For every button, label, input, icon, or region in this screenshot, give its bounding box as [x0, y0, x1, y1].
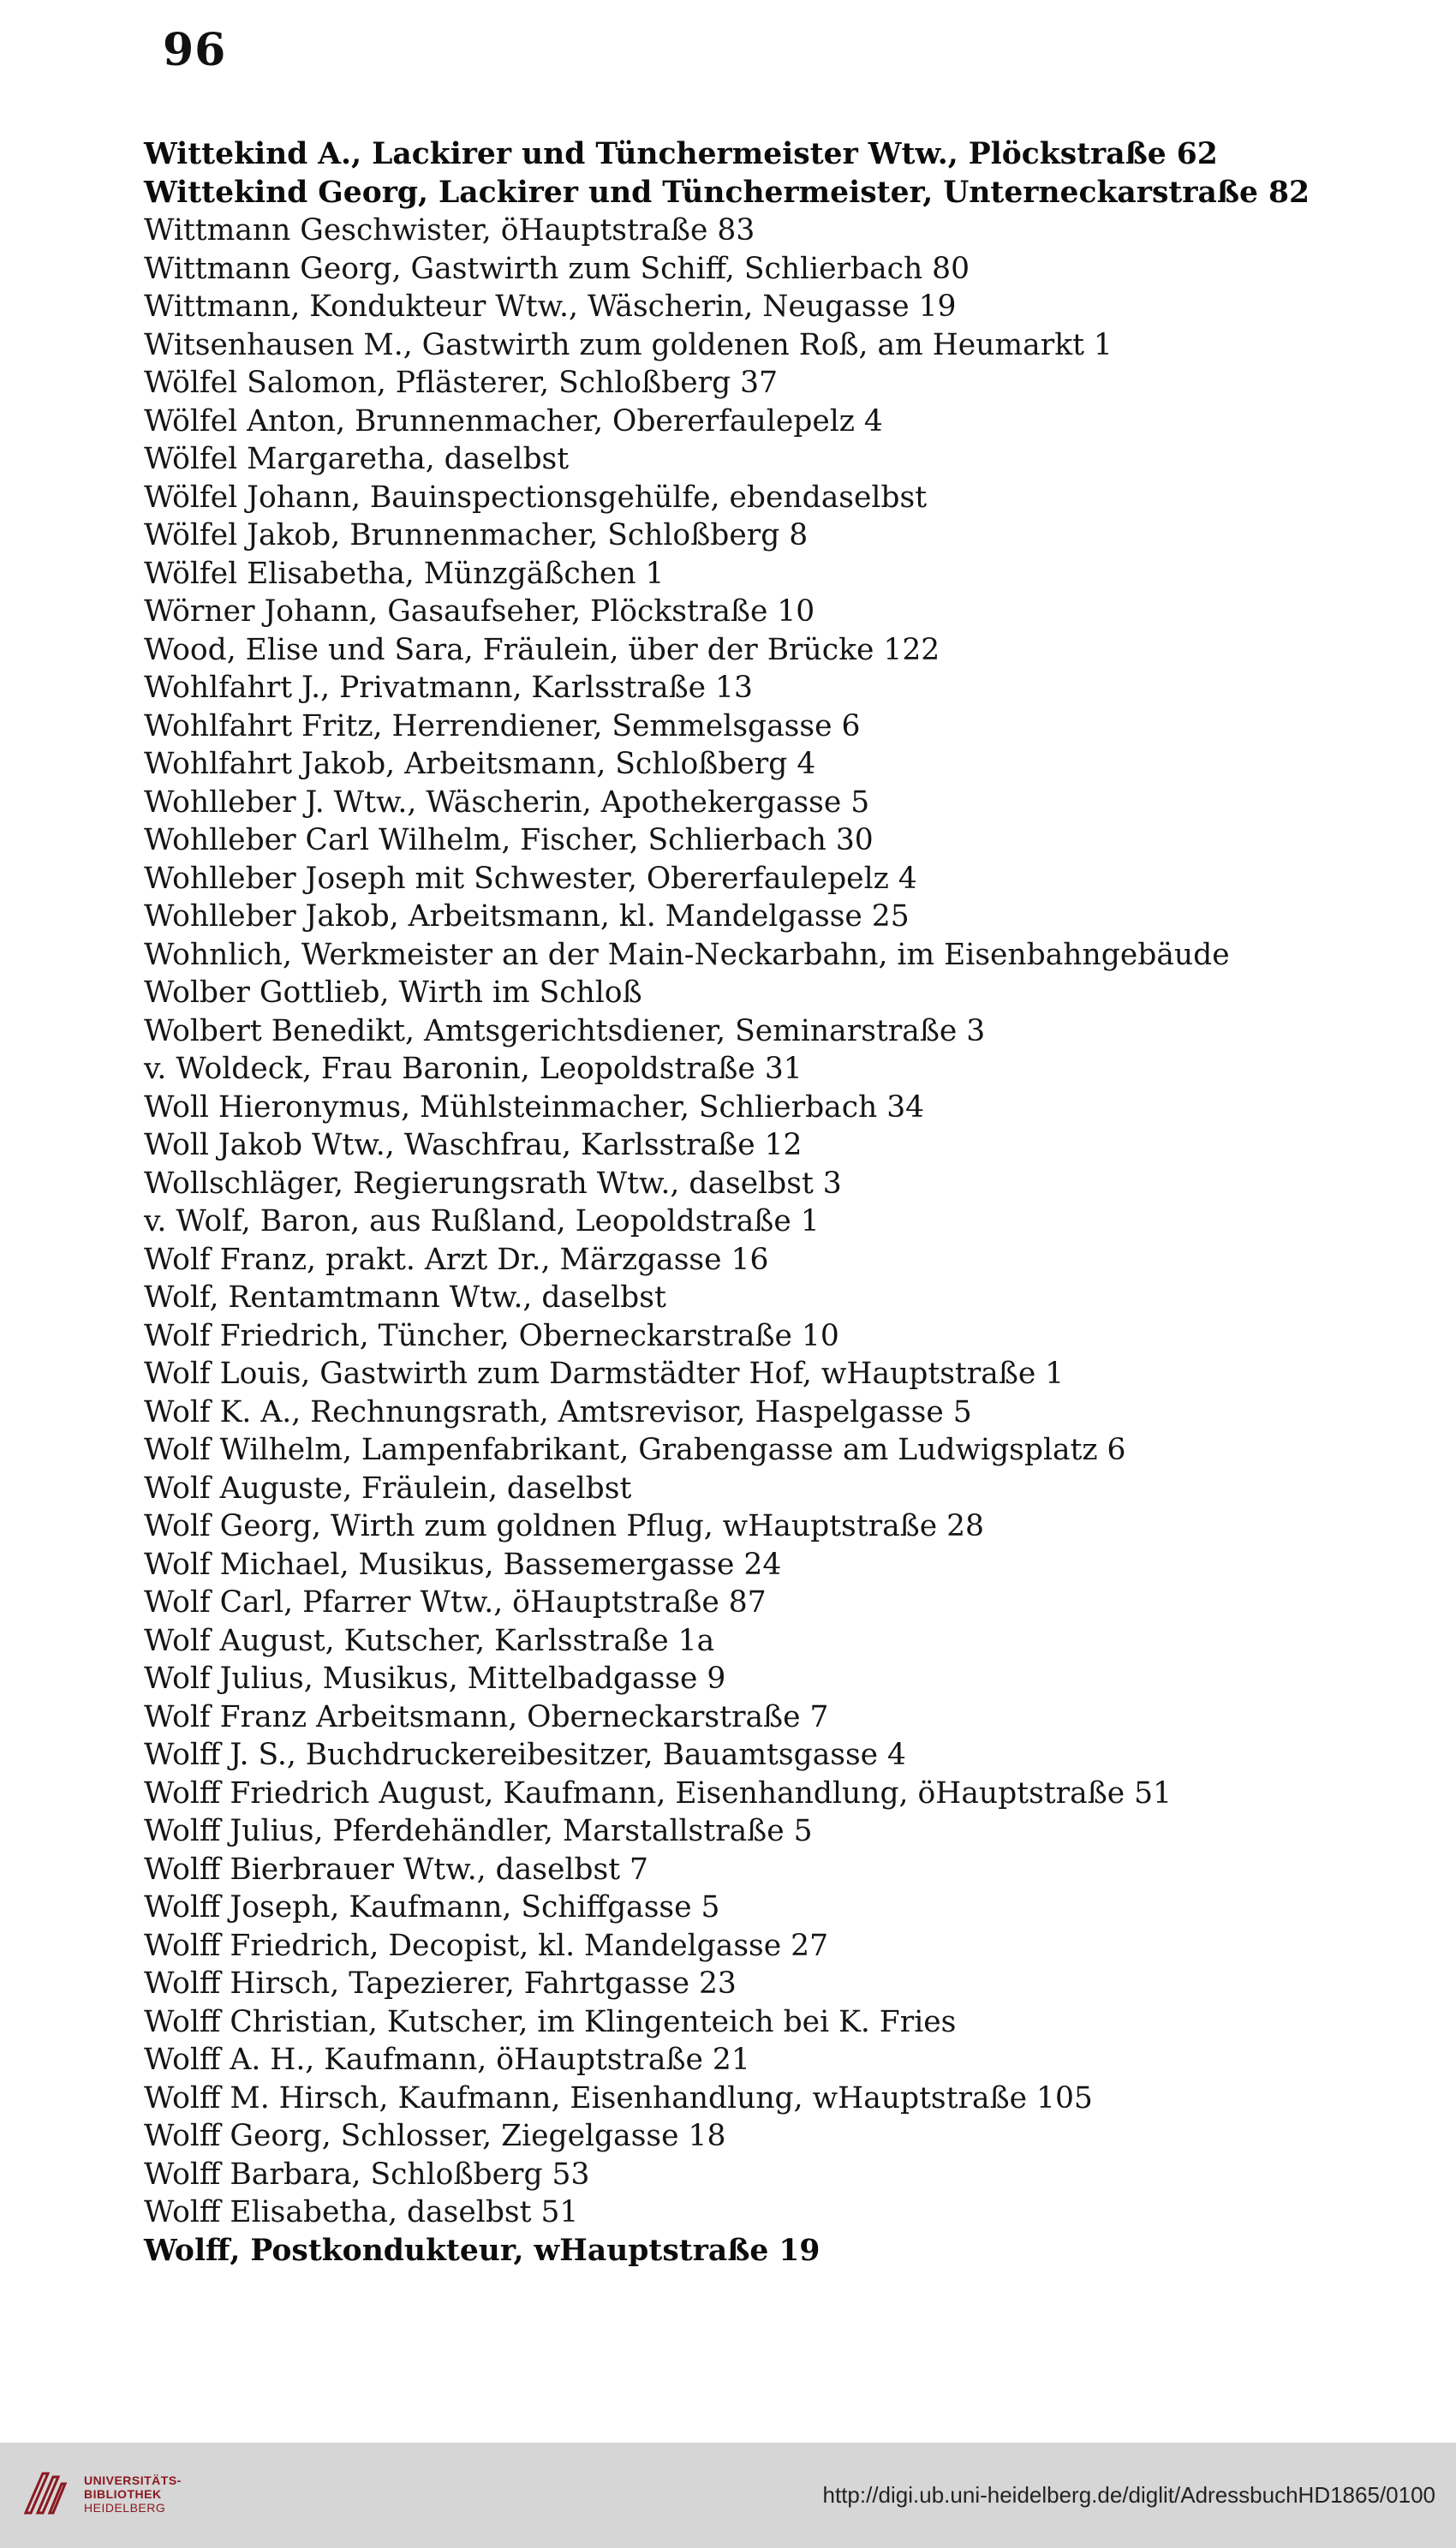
- library-name-line-2: BIBLIOTHEK: [84, 2487, 162, 2501]
- directory-entry: Wolf, Rentamtmann Wtw., daselbst: [144, 1280, 666, 1315]
- directory-entry: Wolf Louis, Gastwirth zum Darmstädter Hof, wHauptstraße 1: [144, 1357, 1065, 1391]
- directory-entry: Wolf Georg, Wirth zum goldnen Pflug, wHauptstraße 28: [144, 1509, 984, 1543]
- source-url-link[interactable]: http://digi.ub.uni-heidelberg.de/diglit/AdressbuchHD1865/0100: [822, 2482, 1435, 2508]
- directory-entry: Wohlfahrt J., Privatmann, Karlsstraße 13: [144, 671, 753, 705]
- directory-entries: [144, 135, 1420, 2270]
- directory-entry: Wölfel Elisabetha, Münzgäßchen 1: [144, 556, 665, 591]
- directory-entry: Wolf Franz Arbeitsmann, Oberneckarstraße 7: [144, 1699, 829, 1734]
- directory-entry: Woll Hieronymus, Mühlsteinmacher, Schlierbach 34: [144, 1089, 925, 1125]
- directory-entry: Wölfel Margaretha, daselbst: [144, 442, 570, 476]
- directory-entry: Wölfel Johann, Bauinspectionsgehülfe, ebendaselbst: [144, 480, 928, 515]
- library-logo[interactable]: [17, 2460, 188, 2528]
- directory-entry: Wolf Wilhelm, Lampenfabrikant, Grabengasse am Ludwigsplatz 6: [144, 1433, 1126, 1467]
- directory-entry: Wolff Bierbrauer Wtw., daselbst 7: [144, 1852, 648, 1887]
- directory-entry: Wolbert Benedikt, Amtsgerichtsdiener, Seminarstraße 3: [144, 1013, 986, 1048]
- directory-entry: Witsenhausen M., Gastwirth zum goldenen Roß, am Heumarkt 1: [144, 327, 1113, 362]
- directory-entry: Woll Jakob Wtw., Waschfrau, Karlsstraße 12: [144, 1128, 803, 1162]
- directory-entry: Wolff Christian, Kutscher, im Klingenteich bei K. Fries: [144, 2004, 957, 2039]
- directory-entry: Wittekind Georg, Lackirer und Tünchermeister, Unterneckarstraße 82: [144, 175, 1310, 210]
- directory-entry: v. Wolf, Baron, aus Rußland, Leopoldstraße 1: [144, 1204, 820, 1238]
- directory-entry: Wolber Gottlieb, Wirth im Schloß: [144, 976, 642, 1010]
- directory-entry: Wolf K. A., Rechnungsrath, Amtsrevisor, Haspelgasse 5: [144, 1394, 972, 1429]
- library-name: [84, 2473, 182, 2515]
- directory-entry: Wolf Carl, Pfarrer Wtw., öHauptstraße 87: [144, 1585, 767, 1620]
- directory-entry: Wolf Auguste, Fräulein, daselbst: [144, 1471, 632, 1506]
- directory-entry: Wohlfahrt Fritz, Herrendiener, Semmelsgasse 6: [144, 708, 861, 743]
- library-emblem-icon: [17, 2465, 74, 2521]
- directory-entry: Wolff Barbara, Schloßberg 53: [144, 2157, 590, 2192]
- directory-entry: Wörner Johann, Gasaufseher, Plöckstraße 10: [144, 594, 815, 629]
- directory-entry: Wittmann Geschwister, öHauptstraße 83: [144, 213, 755, 248]
- directory-entry: Wohlleber Jakob, Arbeitsmann, kl. Mandelgasse 25: [144, 899, 910, 934]
- library-name-line-3: HEIDELBERG: [84, 2501, 166, 2515]
- directory-entry: Wolff M. Hirsch, Kaufmann, Eisenhandlung, wHauptstraße 105: [144, 2080, 1093, 2115]
- directory-entry: Wölfel Salomon, Pflästerer, Schloßberg 37: [144, 366, 779, 400]
- directory-entry: Wolf Julius, Musikus, Mittelbadgasse 9: [144, 1662, 726, 1696]
- directory-entry: Wolff Georg, Schlosser, Ziegelgasse 18: [144, 2119, 726, 2153]
- directory-entry: Wolff Friedrich August, Kaufmann, Eisenhandlung, öHauptstraße 51: [144, 1775, 1173, 1811]
- directory-entry: Wölfel Anton, Brunnenmacher, Obererfaulepelz 4: [144, 403, 883, 439]
- directory-entry: Wittmann Georg, Gastwirth zum Schiff, Schlierbach 80: [144, 251, 970, 286]
- directory-entry: Wohlleber J. Wtw., Wäscherin, Apothekergasse 5: [144, 785, 870, 820]
- directory-entry: Wohlleber Joseph mit Schwester, Obererfaulepelz 4: [144, 861, 917, 896]
- directory-entry: Wolf Friedrich, Tüncher, Oberneckarstraße 10: [144, 1318, 839, 1353]
- directory-entry: Wolff J. S., Buchdruckereibesitzer, Bauamtsgasse 4: [144, 1738, 907, 1772]
- page-number: 96: [163, 24, 227, 76]
- directory-entry: Wittekind A., Lackirer und Tünchermeister Wtw., Plöckstraße 62: [144, 137, 1218, 171]
- directory-entry: Wolf Michael, Musikus, Bassemergasse 24: [144, 1547, 782, 1582]
- directory-entry: Wölfel Jakob, Brunnenmacher, Schloßberg 8: [144, 518, 809, 552]
- directory-entry: v. Woldeck, Frau Baronin, Leopoldstraße 31: [144, 1052, 803, 1086]
- directory-entry: Wolff Elisabetha, daselbst 51: [144, 2195, 579, 2229]
- directory-entry: Wollschläger, Regierungsrath Wtw., daselbst 3: [144, 1166, 842, 1201]
- directory-entry: Wood, Elise und Sara, Fräulein, über der Brücke 122: [144, 632, 940, 667]
- directory-entry: Wolf Franz, prakt. Arzt Dr., Märzgasse 16: [144, 1242, 769, 1277]
- directory-entry: Wittmann, Kondukteur Wtw., Wäscherin, Neugasse 19: [144, 289, 957, 324]
- directory-entry: Wohlfahrt Jakob, Arbeitsmann, Schloßberg 4: [144, 747, 816, 781]
- library-name-line-1: UNIVERSITÄTS-: [84, 2473, 182, 2487]
- directory-entry: Wohnlich, Werkmeister an der Main-Neckarbahn, im Eisenbahngebäude: [144, 937, 1230, 972]
- directory-entry: Wolff, Postkondukteur, wHauptstraße 19: [144, 2233, 820, 2268]
- directory-entry: Wolff A. H., Kaufmann, öHauptstraße 21: [144, 2043, 750, 2077]
- directory-entry: Wolff Joseph, Kaufmann, Schiffgasse 5: [144, 1890, 720, 1924]
- directory-entry: Wolff Julius, Pferdehändler, Marstallstraße 5: [144, 1814, 813, 1848]
- footer-bar: [0, 2443, 1456, 2548]
- directory-entry: Wohlleber Carl Wilhelm, Fischer, Schlierbach 30: [144, 823, 874, 857]
- directory-entry: Wolff Hirsch, Tapezierer, Fahrtgasse 23: [144, 1966, 737, 2001]
- directory-entry: Wolf August, Kutscher, Karlsstraße 1a: [144, 1623, 715, 1658]
- directory-entry: Wolff Friedrich, Decopist, kl. Mandelgasse 27: [144, 1928, 829, 1963]
